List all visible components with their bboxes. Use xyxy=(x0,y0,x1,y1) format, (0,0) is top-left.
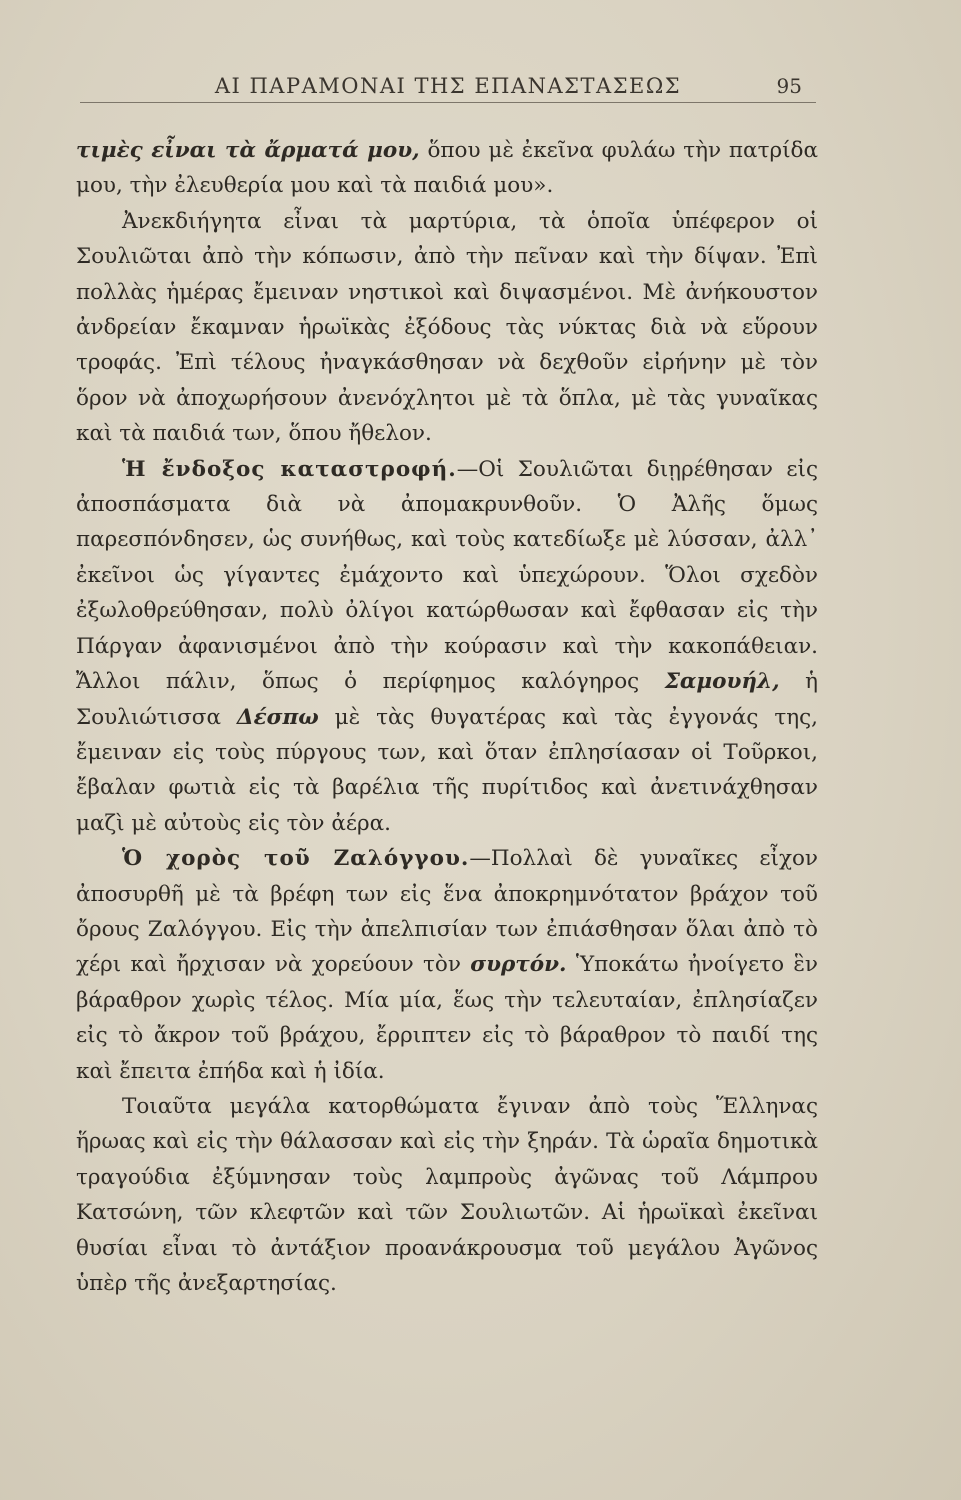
section-heading-zalongo: Ὁ χορὸς τοῦ Ζαλόγγου. xyxy=(122,846,470,872)
name-despo: Δέσπω xyxy=(236,704,319,730)
paragraph-3-text-a: —Οἱ Σουλιῶται διῃρέθησαν εἰς ἀποσπάσματα διὰ νὰ ἀπομακρυνθοῦν. Ὁ Ἀλῆς ὅμως παρεσπόνδησεν, ὡς συνήθως, καὶ τοὺς κατεδίωξε μὲ λύσσαν, ἀλλ᾽ ἐκεῖνοι ὡς γίγαντες ἐμάχοντο καὶ ὑπεχώρουν. Ὅλοι σχεδὸν ἐξωλοθρεύθησαν, πολὺ ὀλίγοι κατώρθωσαν καὶ ἔφθασαν εἰς τὴν Πάργαν ἀφανισμένοι ἀπὸ τὴν κούρασιν καὶ τὴν κακοπάθειαν. Ἄλλοι πάλιν, ὅπως ὁ περίφημος καλόγηρος xyxy=(76,456,818,695)
paragraph-4-text-b: Ὑποκάτω ἠνοίγετο ἓν βάραθρον χωρὶς τέλος. Μία μία, ἕως τὴν τελευταίαν, ἐπλησίαζεν εἰς τὸ ἄκρον τοῦ βράχου, ἔρριπτεν εἰς τὸ βάραθρον τὸ παιδί της καὶ ἔπειτα ἐπήδα καὶ ἡ ἰδία. xyxy=(76,952,818,1084)
paragraph-5-text: Τοιαῦτα μεγάλα κατορθώματα ἔγιναν ἀπὸ τοὺς Ἕλληνας ἥρωας καὶ εἰς τὴν θάλασσαν καὶ εἰς τὴν ξηράν. Τὰ ὡραῖα δημοτικὰ τραγούδια ἐξύμνησαν τοὺς λαμπροὺς ἀγῶνας τοῦ Λάμπρου Κατσώνη, τῶν κλεφτῶν καὶ τῶν Σουλιωτῶν. Αἱ ἡρωϊκαὶ ἐκεῖναι θυσίαι εἶναι τὸ ἀντάξιον προανάκρουσμα τοῦ μεγάλου Ἀγῶνος ὑπὲρ τῆς ἀνεξαρτησίας. xyxy=(76,1093,818,1296)
dance-name: συρτόν. xyxy=(470,952,567,978)
paragraph-3 xyxy=(76,452,818,841)
body-text xyxy=(76,133,818,1301)
paragraph-2-text: Ἀνεκδιήγητα εἶναι τὰ μαρτύρια, τὰ ὁποῖα ὑπέφερον οἱ Σουλιῶται ἀπὸ τὴν κόπωσιν, ἀπὸ τὴν πεῖναν καὶ τὴν δίψαν. Ἐπὶ πολλὰς ἡμέρας ἔμειναν νηστικοὶ καὶ διψασμένοι. Μὲ ἀνήκουστον ἀνδρείαν ἔκαμναν ἡρωϊκὰς ἐξόδους τὰς νύκτας διὰ νὰ εὕρουν τροφάς. Ἐπὶ τέλους ἠναγκάσθησαν νὰ δεχθοῦν εἰρήνην μὲ τὸν ὅρον νὰ ἀποχωρήσουν ἀνενόχλητοι μὲ τὰ ὅπλα, μὲ τὰς γυναῖκας καὶ τὰ παιδιά των, ὅπου ἤθελον. xyxy=(76,208,818,447)
section-heading-destruction: Ἡ ἔνδοξος καταστροφή. xyxy=(122,456,457,482)
paragraph-1-text: ὅπου μὲ ἐκεῖνα φυλάω τὴν πατρίδα μου, τὴν ἐλευθερία μου καὶ τὰ παιδιά μου». xyxy=(76,138,818,199)
paragraph-2 xyxy=(76,204,818,452)
running-head xyxy=(80,72,816,103)
paragraph-3-text-b: ἡ Σουλιώτισσα xyxy=(76,669,818,730)
paragraph-1 xyxy=(76,133,818,204)
paragraph-4 xyxy=(76,841,818,1089)
paragraph-4-text-a: —Πολλαὶ δὲ γυναῖκες εἶχον ἀποσυρθῆ μὲ τὰ βρέφη των εἰς ἕνα ἀποκρημνότατον βράχον τοῦ ὄρους Ζαλόγγου. Εἰς τὴν ἀπελπισίαν των ἐπιάσθησαν ὅλαι ἀπὸ τὸ χέρι καὶ ἤρχισαν νὰ χορεύουν τὸν xyxy=(76,846,818,978)
paragraph-1-emphasis: τιμὲς εἶναι τὰ ἄρματά μου, xyxy=(76,138,420,163)
running-title: ΑΙ ΠΑΡΑΜΟΝΑΙ ΤΗΣ ΕΠΑΝΑΣΤΑΣΕΩΣ xyxy=(214,74,682,98)
name-samouil: Σαμουήλ, xyxy=(664,669,780,695)
page-number: 95 xyxy=(776,74,802,98)
paragraph-5 xyxy=(76,1089,818,1301)
paragraph-3-text-c: μὲ τὰς θυγατέρας καὶ τὰς ἐγγονάς της, ἔμειναν εἰς τοὺς πύργους των, καὶ ὅταν ἐπλησίασαν οἱ Τοῦρκοι, ἔβαλαν φωτιὰ εἰς τὰ βαρέλια τῆς πυρίτιδος καὶ ἀνετινάχθησαν μαζὶ μὲ αὐτοὺς εἰς τὸν ἀέρα. xyxy=(76,704,818,836)
